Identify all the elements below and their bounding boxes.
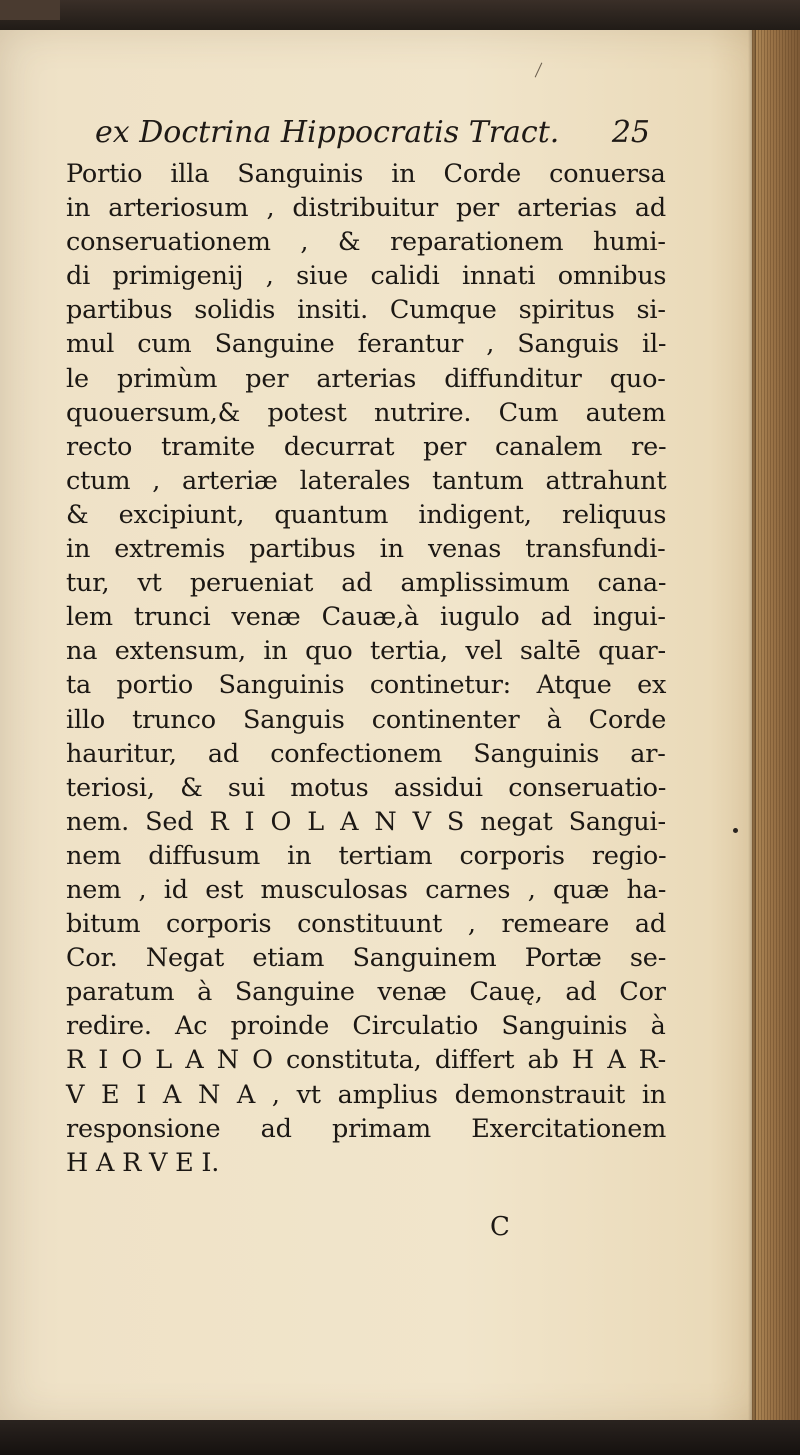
text-line: conseruationem , & reparationem humi- <box>66 227 666 258</box>
text-line: teriosi, & sui motus assidui conseruatio- <box>66 772 667 803</box>
text-line: Cor. Negat etiam Sanguinem Portæ se- <box>66 943 667 974</box>
text-line: in extremis partibus in venas transfundi- <box>66 534 666 565</box>
text-line: le primùm per arterias diffunditur quo- <box>66 363 666 394</box>
bottom-cover-strip <box>0 1420 800 1455</box>
text-line: nem diffusum in tertiam corporis regio- <box>66 840 667 871</box>
ink-spot <box>733 828 738 833</box>
page-edges <box>752 30 800 1422</box>
page-gutter-shadow <box>748 30 756 1422</box>
text-line: ctum , arteriæ laterales tantum attrahunt <box>66 465 667 496</box>
signature-mark: C <box>490 1212 510 1242</box>
text-line: partibus solidis insiti. Cumque spiritus si- <box>66 295 666 326</box>
text-line: & excipiunt, quantum indigent, reliquus <box>66 499 667 530</box>
body-text <box>66 157 666 1180</box>
text-line: ta portio Sanguinis continetur: Atque ex <box>66 670 667 701</box>
top-cover-tab <box>0 0 60 20</box>
text-line: lem trunci venæ Cauæ,à iugulo ad ingui- <box>66 602 666 633</box>
text-line: responsione ad primam Exercitationem <box>66 1113 667 1144</box>
text-line: mul cum Sanguine ferantur , Sanguis il- <box>66 329 667 360</box>
text-line: quouersum,& potest nutrire. Cum autem <box>66 397 666 428</box>
running-head-title: ex Doctrina Hippocratis Tract. <box>95 115 560 150</box>
text-line: na extensum, in quo tertia, vel saltē quar- <box>66 636 666 667</box>
text-line: nem , id est musculosas carnes , quæ ha- <box>66 874 667 905</box>
text-line: in arteriosum , distribuitur per arterias ad <box>66 193 667 224</box>
page-number: 25 <box>611 115 650 150</box>
text-line: H A R V E I. <box>66 1147 220 1178</box>
text-line: V E I A N A , vt amplius demonstrauit in <box>66 1079 667 1110</box>
text-line: tur, vt perueniat ad amplissimum cana- <box>66 568 667 599</box>
text-line: redire. Ac proinde Circulatio Sanguinis à <box>66 1011 666 1042</box>
running-head <box>95 112 650 154</box>
text-line: bitum corporis constituunt , remeare ad <box>66 909 666 940</box>
text-line: di primigenij , siue calidi innati omnibus <box>66 261 667 292</box>
text-line: illo trunco Sanguis continenter à Corde <box>66 704 667 735</box>
text-line: recto tramite decurrat per canalem re- <box>66 431 667 462</box>
text-line: R I O L A N O constituta, differt ab H A R- <box>66 1045 667 1076</box>
text-line: Portio illa Sanguinis in Corde conuersa <box>66 159 666 189</box>
text-line: nem. Sed R I O L A N V S negat Sangui- <box>66 806 666 837</box>
text-line: paratum à Sanguine venæ Cauę, ad Cor <box>66 977 666 1008</box>
text-line: hauritur, ad confectionem Sanguinis ar- <box>66 738 666 769</box>
top-cover-strip <box>0 0 800 32</box>
